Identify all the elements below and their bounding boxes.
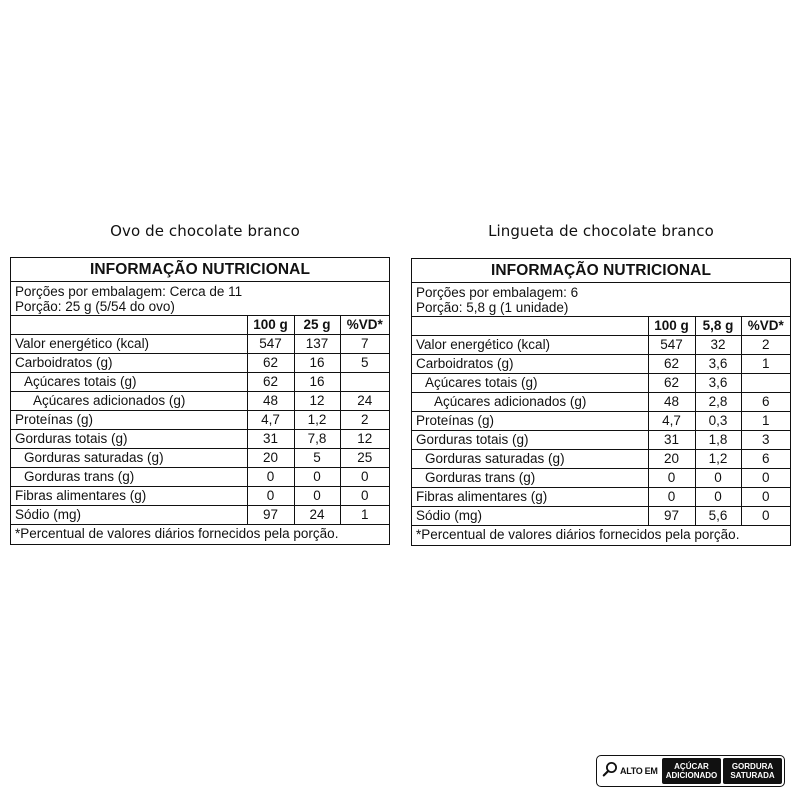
nutrient-value: 0 bbox=[741, 488, 790, 507]
nutrient-value: 3,6 bbox=[695, 374, 741, 393]
nutrient-row bbox=[11, 335, 389, 354]
serving-info bbox=[412, 283, 790, 317]
warning-line: SATURADA bbox=[730, 771, 775, 780]
nutrient-value: 5,6 bbox=[695, 507, 741, 526]
column-header: 5,8 g bbox=[695, 317, 741, 336]
nutrient-label: Carboidratos (g) bbox=[412, 355, 648, 374]
nutrient-row bbox=[11, 487, 389, 506]
nutrient-value: 62 bbox=[648, 374, 695, 393]
nutrient-label: Gorduras saturadas (g) bbox=[412, 450, 648, 469]
nutrition-header: INFORMAÇÃO NUTRICIONAL bbox=[412, 259, 790, 283]
nutrient-value: 48 bbox=[648, 393, 695, 412]
column-header: %VD* bbox=[340, 316, 389, 335]
column-header-row bbox=[11, 316, 389, 335]
nutrition-table-right bbox=[411, 258, 791, 546]
nutrient-value bbox=[741, 374, 790, 393]
warning-added-sugar bbox=[662, 758, 721, 784]
nutrient-row bbox=[412, 450, 790, 469]
product-title-left: Ovo de chocolate branco bbox=[110, 222, 300, 240]
nutrient-label: Açúcares totais (g) bbox=[11, 373, 247, 392]
nutrient-value: 6 bbox=[741, 450, 790, 469]
nutrient-value: 16 bbox=[294, 354, 340, 373]
nutrient-value: 3,6 bbox=[695, 355, 741, 374]
nutrient-value: 0 bbox=[340, 487, 389, 506]
nutrient-value: 0 bbox=[695, 488, 741, 507]
nutrient-value: 0 bbox=[741, 507, 790, 526]
nutrient-row bbox=[412, 374, 790, 393]
nutrient-value: 1 bbox=[741, 412, 790, 431]
badge-lead bbox=[599, 758, 660, 784]
nutrient-value: 97 bbox=[247, 506, 294, 525]
nutrient-value: 0,3 bbox=[695, 412, 741, 431]
nutrient-value: 24 bbox=[294, 506, 340, 525]
column-header: %VD* bbox=[741, 317, 790, 336]
column-header: 100 g bbox=[648, 317, 695, 336]
product-title-right: Lingueta de chocolate branco bbox=[488, 222, 714, 240]
nutrient-value: 1,2 bbox=[695, 450, 741, 469]
nutrient-label: Carboidratos (g) bbox=[11, 354, 247, 373]
nutrient-value: 137 bbox=[294, 335, 340, 354]
nutrient-value: 547 bbox=[648, 336, 695, 355]
nutrient-table bbox=[412, 317, 790, 525]
nutrient-label: Sódio (mg) bbox=[416, 508, 483, 523]
nutrient-value: 31 bbox=[648, 431, 695, 450]
nutrient-value: 3 bbox=[741, 431, 790, 450]
nutrient-label: Proteínas (g) bbox=[412, 412, 648, 431]
nutrient-row bbox=[11, 392, 389, 411]
warning-line: GORDURA bbox=[731, 762, 774, 771]
nutrient-value: 48 bbox=[247, 392, 294, 411]
nutrient-label: Valor energético (kcal) bbox=[11, 335, 247, 354]
nutrient-value: 4,7 bbox=[247, 411, 294, 430]
nutrient-value: 0 bbox=[340, 468, 389, 487]
nutrient-value: 0 bbox=[648, 488, 695, 507]
column-header-row bbox=[412, 317, 790, 336]
column-header-label bbox=[412, 317, 648, 336]
nutrient-row bbox=[412, 469, 790, 488]
nutrient-label: Gorduras totais (g) bbox=[412, 431, 648, 450]
nutrition-header: INFORMAÇÃO NUTRICIONAL bbox=[11, 258, 389, 282]
nutrient-value: 2 bbox=[340, 411, 389, 430]
nutrient-label: Fibras alimentares (g) bbox=[412, 488, 648, 507]
nutrient-row bbox=[11, 411, 389, 430]
serving-size: Porção: 25 g (5/54 do ovo) bbox=[15, 299, 175, 314]
nutrient-value: 0 bbox=[247, 468, 294, 487]
nutrient-value: 97 bbox=[648, 507, 695, 526]
nutrient-value: 6 bbox=[741, 393, 790, 412]
nutrient-table bbox=[11, 316, 389, 524]
nutrient-row bbox=[412, 431, 790, 450]
footnote: *Percentual de valores diários fornecidos pela porção. bbox=[412, 525, 790, 545]
servings-per-package: Porções por embalagem: Cerca de 11 bbox=[15, 284, 243, 299]
nutrient-value: 7,8 bbox=[294, 430, 340, 449]
nutrient-value: 2,8 bbox=[695, 393, 741, 412]
nutrient-label: Fibras alimentares (g) bbox=[11, 487, 247, 506]
nutrient-value: 0 bbox=[294, 487, 340, 506]
nutrient-label: Proteínas (g) bbox=[11, 411, 247, 430]
nutrient-label: Gorduras trans (g) bbox=[11, 468, 247, 487]
nutrient-value: 7 bbox=[340, 335, 389, 354]
nutrient-value: 5 bbox=[340, 354, 389, 373]
nutrient-row bbox=[412, 355, 790, 374]
servings-per-package: Porções por embalagem: 6 bbox=[416, 285, 579, 300]
nutrient-label: Sódio (mg) bbox=[15, 507, 82, 522]
nutrient-value: 31 bbox=[247, 430, 294, 449]
serving-info bbox=[11, 282, 389, 316]
nutrient-label: Açúcares adicionados (g) bbox=[11, 392, 247, 411]
footnote: *Percentual de valores diários fornecidos pela porção. bbox=[11, 524, 389, 544]
nutrient-row bbox=[412, 488, 790, 507]
nutrient-row bbox=[11, 354, 389, 373]
nutrient-row bbox=[11, 449, 389, 468]
nutrient-value: 20 bbox=[648, 450, 695, 469]
nutrient-value: 0 bbox=[741, 469, 790, 488]
column-header: 100 g bbox=[247, 316, 294, 335]
nutrient-row bbox=[412, 336, 790, 355]
nutrient-row bbox=[11, 506, 389, 525]
nutrient-value: 20 bbox=[247, 449, 294, 468]
nutrient-row bbox=[11, 468, 389, 487]
front-warning-label bbox=[596, 755, 785, 787]
nutrient-value: 4,7 bbox=[648, 412, 695, 431]
nutrient-value: 62 bbox=[247, 373, 294, 392]
nutrient-value: 16 bbox=[294, 373, 340, 392]
nutrient-value: 547 bbox=[247, 335, 294, 354]
nutrient-value: 1 bbox=[741, 355, 790, 374]
nutrient-value: 0 bbox=[648, 469, 695, 488]
nutrient-value: 0 bbox=[695, 469, 741, 488]
column-header-label bbox=[11, 316, 247, 335]
warning-saturated-fat bbox=[723, 758, 782, 784]
nutrient-label: Valor energético (kcal) bbox=[412, 336, 648, 355]
nutrient-row bbox=[11, 430, 389, 449]
nutrient-row bbox=[412, 507, 790, 526]
nutrient-label: Gorduras totais (g) bbox=[11, 430, 247, 449]
magnifier-icon bbox=[602, 761, 618, 782]
nutrient-value: 62 bbox=[247, 354, 294, 373]
nutrient-label: Gorduras saturadas (g) bbox=[11, 449, 247, 468]
nutrient-value: 1,8 bbox=[695, 431, 741, 450]
nutrient-value: 1 bbox=[340, 506, 389, 525]
nutrient-label: Açúcares adicionados (g) bbox=[412, 393, 648, 412]
nutrient-value bbox=[340, 373, 389, 392]
nutrient-value: 24 bbox=[340, 392, 389, 411]
warning-line: AÇÚCAR bbox=[674, 762, 709, 771]
nutrient-value: 0 bbox=[294, 468, 340, 487]
nutrient-value: 12 bbox=[340, 430, 389, 449]
badge-lead-text: ALTO EM bbox=[620, 766, 658, 776]
nutrient-value: 2 bbox=[741, 336, 790, 355]
nutrient-value: 0 bbox=[247, 487, 294, 506]
nutrient-value: 1,2 bbox=[294, 411, 340, 430]
serving-size: Porção: 5,8 g (1 unidade) bbox=[416, 300, 569, 315]
nutrient-row bbox=[412, 393, 790, 412]
nutrient-value: 12 bbox=[294, 392, 340, 411]
nutrition-table-left bbox=[10, 257, 390, 545]
nutrient-label: Gorduras trans (g) bbox=[412, 469, 648, 488]
nutrient-value: 25 bbox=[340, 449, 389, 468]
nutrient-value: 32 bbox=[695, 336, 741, 355]
warning-line: ADICIONADO bbox=[665, 771, 718, 780]
nutrient-label: Açúcares totais (g) bbox=[412, 374, 648, 393]
nutrient-value: 5 bbox=[294, 449, 340, 468]
nutrient-value: 62 bbox=[648, 355, 695, 374]
nutrient-row bbox=[11, 373, 389, 392]
nutrient-row bbox=[412, 412, 790, 431]
column-header: 25 g bbox=[294, 316, 340, 335]
